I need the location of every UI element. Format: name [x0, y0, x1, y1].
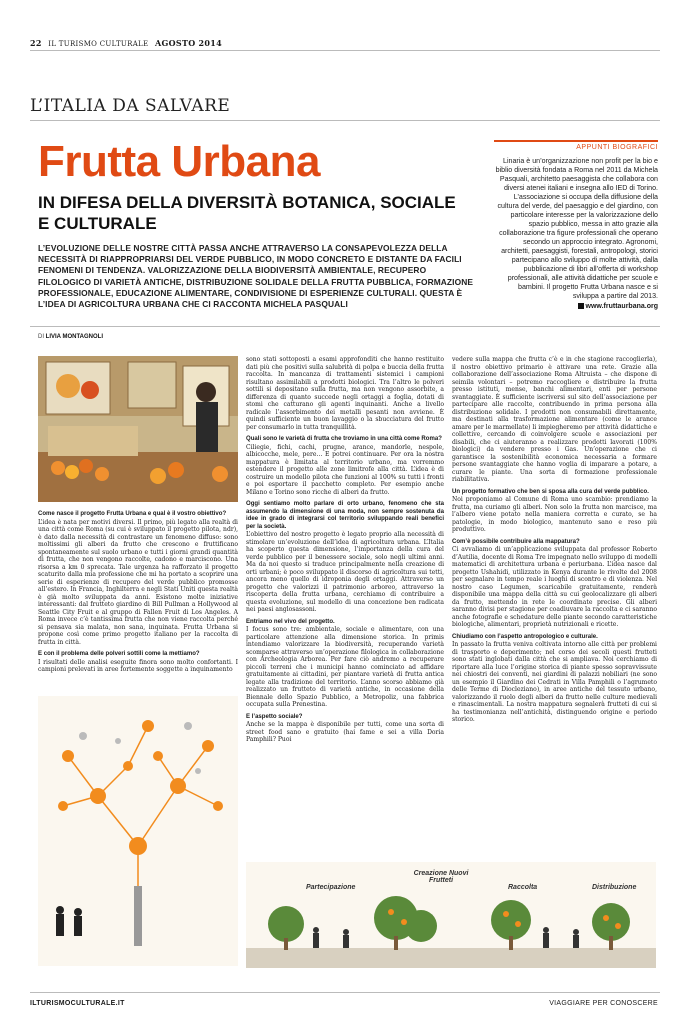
publication-name: IL TURISMO CULTURALE — [48, 40, 149, 48]
classroom-photo — [38, 356, 238, 502]
bio-url[interactable] — [494, 303, 658, 310]
link-icon — [578, 303, 584, 309]
answer: sono stati sottoposti a esami approfonditi che hanno restituito dati più che positivi sulla salubrità di polpa e buccia della frutta raccolta. In mancanza di trattamenti sistemici i campioni risultano assimilabili a prodotti biologici. Tra l’altro le polveri sottili si depositano sulla frutta, ma non vengono assorbite, a differenza di quanto succede negli ortaggi a foglia, dotati di stomi che catturano gli agenti inquinanti. Anche a livello radicale l’assorbimento dei metalli pesanti non avviene. È quindi sufficiente un buon lavaggio o la sbucciatura del frutto per consumarlo in tutta tranquillità. — [246, 356, 444, 431]
question: E l’aspetto sociale? — [246, 713, 303, 720]
issue-date: AGOSTO 2014 — [154, 38, 223, 48]
article-column-2 — [246, 356, 444, 744]
byline-rule — [30, 326, 660, 327]
question: Chiudiamo con l’aspetto antropologico e culturale. — [452, 633, 598, 640]
byline — [38, 334, 103, 340]
header-rule — [30, 50, 660, 51]
answer: I risultati delle analisi eseguite finora sono molto confortanti. I campioni prelevati in aree fortemente soggette a inquinamento — [38, 658, 238, 673]
answer: Ciliegie, fichi, cachi, prugne, arance, mandorle, nespole, albicocche, mele, pere… E potrei continuare. Per ora la nostra mappatura è limitata al territorio urbano, ma vorremmo estendere il progetto alle zone limitrofe alla città. L’idea è di costruire un modello pilota che funzioni al 100% su tutti i fronti e poi esportare il pacchetto completo. Per esempio anche Milano e Torino sono ricche di alberi da frutto. — [246, 443, 444, 496]
bio-url-text[interactable]: www.fruttaurbana.org — [585, 303, 658, 310]
question: Come nasce il progetto Frutta Urbana e qual è il vostro obiettivo? — [38, 511, 227, 517]
question: Com’è possibile contribuire alla mappatura? — [452, 538, 580, 545]
question: E con il problema delle polveri sottili come la mettiamo? — [38, 651, 200, 657]
article-lead: L’EVOLUZIONE DELLE NOSTRE CITTÀ PASSA ANCHE ATTRAVERSO LA CONSAPEVOLEZZA DELLA NECESSITÀ DI RIAPPROPRIARSI DEL VERDE PUBBLICO, IN MODO CONCRETO E DISTANTE DA FACILI FENOMENI DI TENDENZA. VALORIZZAZIONE DELLA BIODIVERSITÀ AMBIENTALE, RECUPERO FILOLOGICO DI VARIETÀ ANTICHE, DISTRIBUZIONE SOLIDALE DELLA FRUTTA PUBBLICA, FORMAZIONE PROFESSIONALE, EDUCAZIONE ALIMENTARE, CONDIVISIONE DI ESPERIENZE CULTURALI. QUESTA È L’IDEA DI AGRICOLTURA URBANA CHE CI RACCONTA MICHELA PASQUALI — [38, 243, 474, 310]
answer: I focus sono tre: ambientale, sociale e alimentare, con una particolare attenzione alla dimensione storica. In primis intendiamo valorizzare la biodiversità, recuperando varietà scomparse attraverso un’operazione filologica in collaborazione con Archeologia Arborea. Per fare ciò andremo a recuperare piccoli terreni che i municipi hanno cominciato ad affidare gratuitamente ai cittadini, per piantare varietà di frutta antica legate alla tradizione del territorio. L’anno scorso abbiamo già realizzato un frutteto di varietà antiche, in occasione della Biennale dello Spazio Pubblico, a Metropoliz, una fabbrica occupata sulla Prenestina. — [246, 626, 444, 708]
question: Entriamo nel vivo del progetto. — [246, 618, 335, 625]
bio-text: Linaria è un’organizzazione non profit per la bio e biblio diversità fondata a Roma nel 2011 da Michela Pasquali, architetto paesaggista che collabora con diversi atenei italiani e insegna allo IED di Torino. L’associazione si occupa della diffusione della cultura del verde, del paesaggio e del giardino, con particolare interesse per la valorizzazione dello spazio pubblico, messa in atto grazie alla collaborazione tra figure professionali che operano secondo un approccio integrato. Agronomi, architetti, paesaggisti, forestali, antropologi, storici partecipano allo sviluppo di molte attività, dalla pubblicazione di libri all’offerta di workshop professionali, alle attività didattiche per scuole e bambini. Il progetto Frutta Urbana nasce e si sviluppa a partire dal 2013. — [495, 157, 658, 300]
footer-site[interactable]: ILTURISMOCULTURALE.IT — [30, 1000, 125, 1007]
question: Un progetto formativo che ben si sposa alla cura del verde pubblico. — [452, 488, 649, 495]
process-diagram — [246, 862, 656, 968]
bio-box — [494, 140, 658, 310]
article-column-3 — [452, 356, 657, 724]
label-partecipazione: Partecipazione — [306, 884, 356, 891]
article-title: Frutta Urbana — [38, 137, 320, 186]
answer: Ci avvaliamo di un’applicazione sviluppata dal professor Roberto d’Autilia, docente di Roma Tre impegnato nello sviluppo di modelli matematici di architettura urbana e periurbana. L’idea nasce dal progetto Ushahidi, utilizzato in Kenya durante le rivolte del 2008 per segnalare in tempo reale i luoghi di scontro e di violenza. Nel nostro caso Legumen, scaricabile gratuitamente, renderà disponibile una mappa della città su cui geolocalizzare gli alberi da frutto, mettendo in rete le coordinate precise. Gli alberi saranno divisi per stagione per coadiuvare la raccolta e ci saranno anche fotografie e schedature delle piante secondo caratteristiche biologiche, alimentari, proprietà nutrizionali e ricette. — [452, 546, 657, 628]
answer: In passato la frutta veniva coltivata intorno alle città per problemi di trasporto e deperimento; nel corso dei secoli questi frutteti sono stati inglobati dalla città che si ampliava. Noi cerchiamo di riportare alla luce l’origine storica di piante spesso sopravvissute nei chiostri dei conventi, nei giardini di palazzi nobiliari (ne sono un esempio il Giardino dei Cedrati in Villa Pamphili o l’agrumeto delle Terme di Diocleziano), in aree antiche del tessuto urbano, valorizzando il ruolo degli alberi da frutto nelle culture medievali e rinascimentali. La nostra mappatura segnalerà frutteti di cui si ha testimonianza nell’antichità, distinguendo origine e periodo storico. — [452, 641, 657, 723]
question: Oggi sentiamo molto parlare di orto urbano, fenomeno che sta assumendo la dimensione di una moda, non sempre sostenuta da idee in grado di integrarsi col territorio sviluppando reali benefici per la società. — [246, 501, 444, 530]
label-distribuzione: Distribuzione — [592, 884, 637, 891]
bio-heading: APPUNTI BIOGRAFICI — [576, 144, 658, 151]
answer: Noi proponiamo al Comune di Roma uno scambio: prendiamo la frutta, ma curiamo gli alberi. Non solo la frutta non marcisce, ma l’albero viene potato nella maniera corretta e curato, se ha patologie, in modo biologico, mantenuto sano e reso più produttivo. — [452, 496, 657, 533]
section-title: L’ITALIA DA SALVARE — [30, 96, 231, 116]
section-rule — [30, 120, 660, 121]
label-raccolta: Raccolta — [508, 884, 538, 891]
page-header — [30, 38, 226, 48]
answer: L’idea è nata per motivi diversi. Il primo, più legato alla realtà di una città come Roma (su cui è sviluppato il progetto pilota, ndr), è dato dalla necessità di contrastare un fenomeno diffuso: sono moltissimi gli alberi da frutto che crescono e fruttificano spontaneamente sul suolo urbano e tutti i giorni grandi quantità di frutta, che non vengono raccolte, cadono e marciscono. Una risorsa a km 0 sprecata. Tale urgenza ha rafforzato il progetto scaturito dalla mia professione che mi ha portato a scoprire una serie di esperienze di recupero del verde pubblico promosse all’estero. In Francia, Inghilterra e negli Stati Uniti questa realtà è già molto sviluppata da anni. Esistono molte iniziative interessanti: dal frutteto giardino di Bill Pullman a Hollywood al Seattle City Fruit e al gruppo di Fallen Fruit di Los Angeles. A Roma invece c’è tantissima frutta che non viene raccolta perché si pensava sia malata, non sana, inquinata. Frutta Urbana si propone così come primo progetto italiano per la raccolta di frutta in città. — [38, 518, 238, 646]
footer-tagline: VIAGGIARE PER CONOSCERE — [549, 1000, 658, 1007]
label-creazione: Creazione Nuovi Frutteti — [413, 870, 469, 884]
article-subtitle: IN DIFESA DELLA DIVERSITÀ BOTANICA, SOCIALE E CULTURALE — [38, 193, 456, 233]
answer: vedere sulla mappa che frutta c’è e in che stagione raccoglierla), il nostro obiettivo primario è attivare una rete. Grazie alla collaborazione dell’associazione Roma Altruista – che dispone di seimila volontari – potremo raccogliere e distribuire la frutta presso istituti, mense, banchi alimentari, enti per persone svantaggiate. È sufficiente iscriversi sul sito dell’associazione per partecipare alle raccolte, contribuendo in prima persona alla distribuzione solidale. I prodotti non consumabili direttamente, ma destinati alla trasformazione alimentare (come le arance amare per le marmellate) li impiegheremo per attività didattiche e collettive, cercando di coinvolgere scuole e associazioni per disabili, che ci aiuteranno a realizzare prodotti lavorati (100% biologici) da vendere presso i Gas. Un’operazione che ci garantisce la sostenibilità economica necessaria a formare persone svantaggiate che hanno voglia di imparare a potare, a curare le piante. Una sorta di formazione professionale riabilitativa. — [452, 356, 657, 483]
byline-prefix: DI — [38, 334, 44, 340]
question: Quali sono le varietà di frutta che troviamo in una città come Roma? — [246, 436, 442, 442]
article-column-1 — [38, 506, 238, 674]
footer-rule — [30, 992, 660, 993]
byline-author: LIVIA MONTAGNOLI — [45, 334, 103, 340]
answer: L’obiettivo del nostro progetto è legato proprio alla necessità di stimolare un’evoluzione dell’idea di agricoltura urbana. L’Italia ha scoperto questa dimensione, l’importanza della cura del verde pubblico per il benessere sociale, solo negli ultimi anni. Ma da noi questo si traduce principalmente nella creazione di orti urbani; è poco sviluppato il discorso di agricoltura sui tetti, ancora meno quello di idroponia degli ortaggi. Attraverso un progetto che valorizzi il patrimonio arboreo, attraverso la riscoperta della frutta urbana, cerchiamo di contribuire a questa evoluzione, sul modello di una concezione ben radicata nei paesi anglosassoni. — [246, 531, 444, 613]
answer: Anche se la mappa è disponibile per tutti, come una sorta di street food sano e gratuito (hai fame e sei a villa Doria Pamphili? Puoi — [246, 721, 444, 743]
page-number: 22 — [30, 38, 42, 48]
tree-network-diagram — [38, 696, 238, 966]
